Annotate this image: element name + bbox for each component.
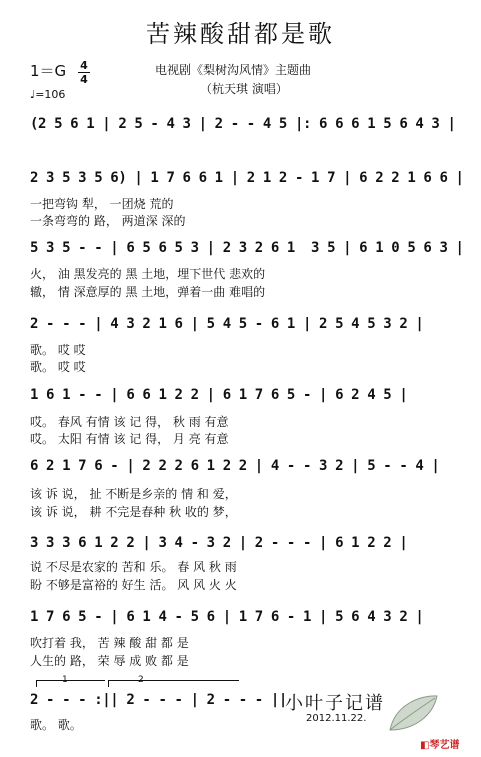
tempo-marking: [30, 88, 65, 101]
time-signature-bottom: 4: [80, 73, 88, 86]
notation-row-7: 3 3 3 6 1 2 2 | 3 4 - 3 2 | 2 - - - | 6 1 2 2 |: [30, 535, 408, 551]
lyric-verse-2-row-4: 歌。 哎 哎: [30, 360, 86, 374]
notation-row-1: (2 5 6 1 | 2 5 - 4 3 | 2 - - 4 5 |: 6 6 6 1 5 6 4 3 |: [30, 116, 456, 132]
notation-row-9: 2 - - - :|| 2 - - - | 2 - - - ||: [30, 692, 287, 708]
lyric-verse-1-row-8: 吹打着 我， 苦 辣 酸 甜 都 是: [30, 636, 189, 650]
volta-number-1: 1: [62, 675, 68, 685]
lyric-row-9: 歌。 歌。: [30, 718, 82, 732]
leaf-icon: [385, 690, 440, 735]
transcriber-signature: 小叶子记谱: [285, 693, 385, 714]
notation-row-4: 2 - - - | 4 3 2 1 6 | 5 4 5 - 6 1 | 2 5 4 5 3 2 |: [30, 316, 424, 332]
time-signature: [78, 60, 90, 85]
song-title: 苦辣酸甜都是歌: [146, 20, 335, 48]
notation-row-6: 6 2 1 7 6 - | 2 2 2 6 1 2 2 | 4 - - 3 2 | 5 - - 4 |: [30, 458, 440, 474]
lyric-verse-2-row-2: 一条弯弯的 路， 两道深 深的: [30, 214, 186, 228]
lyric-verse-2-row-7: 盼 不够是富裕的 好生 活。 风 风 火 火: [30, 578, 237, 592]
lyric-verse-2-row-3: 辙， 情 深意厚的 黑 土地，弹着一曲 难唱的: [30, 285, 266, 299]
brand-logo-icon: ◧: [420, 740, 430, 751]
notation-row-5: 1 6 1 - - | 6 6 1 2 2 | 6 1 7 6 5 - | 6 2 4 5 |: [30, 387, 408, 403]
brand-watermark: [420, 736, 459, 751]
lyric-verse-1-row-5: 哎。 春风 有情 该 记 得， 秋 雨 有意: [30, 415, 229, 429]
quarter-note-icon: ♩: [30, 88, 36, 101]
notation-row-3: 5 3 5 - - | 6 5 6 5 3 | 2 3 2 6 1 3 5 | 6 1 0 5 6 3 |: [30, 240, 464, 256]
lyric-verse-1-row-2: 一把弯钩 犁， 一团烧 荒的: [30, 197, 174, 211]
lyric-verse-2-row-8: 人生的 路， 荣 辱 成 败 都 是: [30, 654, 189, 668]
volta-number-2: 2: [138, 675, 144, 685]
lyric-verse-1-row-7: 说 不尽是农家的 苦和 乐。 春 风 秋 雨: [30, 560, 237, 574]
lyric-verse-1-row-4: 歌。 哎 哎: [30, 343, 86, 357]
tempo-value: =106: [35, 88, 66, 101]
notation-row-2: 2 3 5 3 5 6) | 1 7 6 6 1 | 2 1 2 - 1 7 | 6 2 2 1 6 6 |: [30, 170, 464, 186]
transcription-date: 2012.11.22.: [306, 713, 367, 724]
lyric-verse-2-row-5: 哎。 太阳 有情 该 记 得， 月 亮 有意: [30, 432, 229, 446]
key-signature: 1＝G: [30, 62, 67, 80]
brand-name: 琴艺谱: [429, 740, 460, 751]
subtitle: 电视剧《梨树沟风情》主题曲: [155, 63, 312, 77]
singer-credit: （杭天琪 演唱）: [200, 82, 288, 96]
volta-bracket-2: [108, 680, 239, 687]
time-signature-top: 4: [80, 59, 88, 72]
notation-row-8: 1 7 6 5 - | 6 1 4 - 5 6 | 1 7 6 - 1 | 5 6 4 3 2 |: [30, 609, 424, 625]
lyric-verse-1-row-6: 该 诉 说， 扯 不断是乡亲的 情 和 爱，: [30, 487, 237, 501]
lyric-verse-2-row-6: 该 诉 说， 耕 不完是春种 秋 收的 梦，: [30, 505, 237, 519]
volta-bracket-1: [36, 680, 105, 687]
lyric-verse-1-row-3: 火， 油 黑发亮的 黑 土地，埋下世代 悲欢的: [30, 267, 266, 281]
